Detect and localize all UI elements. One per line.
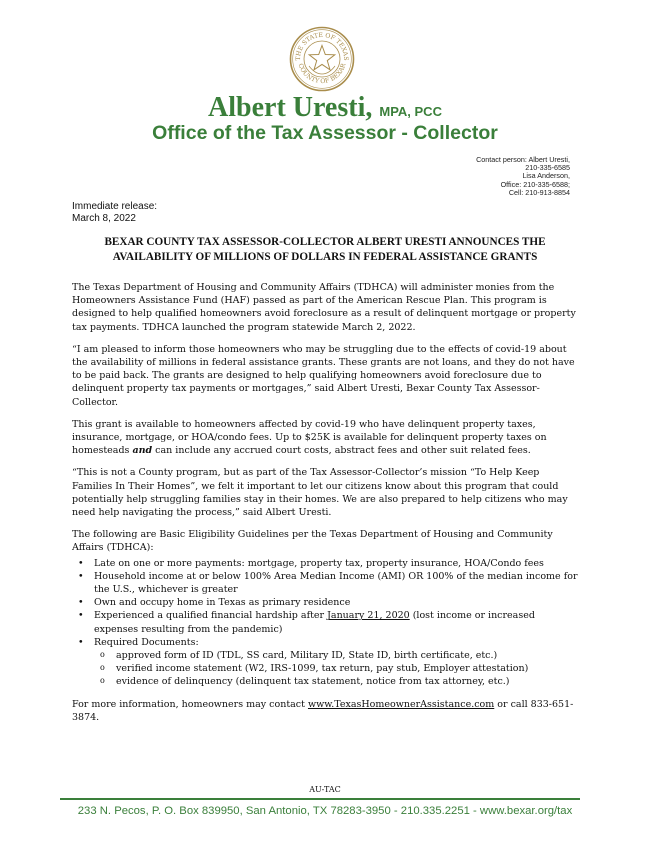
contact-line: Lisa Anderson, bbox=[522, 171, 570, 181]
quote-paragraph: “This is not a County program, but as part of the Tax Assessor-Collector’s mission “To Help Keep Families In Their Homes”, we felt it important to let our citizens know about this program that could potentially help struggling families stay in their homes. We are also prepared to help citizens who may need help navigating the process,” said Albert Uresti. bbox=[72, 467, 568, 519]
list-item bbox=[72, 609, 582, 635]
office-title: Office of the Tax Assessor - Collector bbox=[152, 122, 498, 144]
list-item-text: Experienced a qualified financial hardship after bbox=[94, 610, 328, 622]
list-item-text: (lost income or increased expenses resulting from the pandemic) bbox=[94, 610, 535, 635]
guidelines-intro: The following are Basic Eligibility Guidelines per the Texas Department of Housing and Community Affairs (TDHCA): bbox=[72, 529, 553, 554]
closing-text: For more information, homeowners may contact bbox=[72, 698, 308, 710]
paragraph-text: can include any accrued court costs, abstract fees and other suit related fees. bbox=[152, 445, 531, 457]
hardship-date: January 21, 2020 bbox=[327, 610, 410, 622]
contact-block bbox=[476, 156, 570, 197]
sub-list-item: o approved form of ID (TDL, SS card, Military ID, State ID, birth certificate, etc.) bbox=[94, 649, 582, 662]
list-item: • Late on one or more payments: mortgage, property tax, property insurance, HOA/Condo fees bbox=[72, 557, 582, 570]
list-item: • Own and occupy home in Texas as primary residence bbox=[72, 596, 582, 609]
release-block bbox=[72, 201, 157, 224]
list-item-text: Required Documents: bbox=[94, 636, 199, 648]
assessor-credentials: MPA, PCC bbox=[379, 104, 442, 119]
release-date: March 8, 2022 bbox=[72, 212, 136, 224]
sub-list-item: o evidence of delinquency (delinquent tax statement, notice from tax attorney, etc.) bbox=[94, 675, 582, 688]
headline-line: BEXAR COUNTY TAX ASSESSOR-COLLECTOR ALBERT URESTI ANNOUNCES THE bbox=[104, 236, 546, 248]
sub-list-item: o verified income statement (W2, IRS-1099, tax return, pay stub, Employer attestation) bbox=[94, 662, 582, 675]
assessor-name-text: Albert Uresti, bbox=[208, 92, 373, 123]
list-item bbox=[72, 636, 582, 689]
star-icon bbox=[309, 46, 335, 70]
closing-text: or call 833-651-3874. bbox=[72, 698, 574, 723]
assistance-link[interactable]: www.TexasHomeownerAssistance.com bbox=[307, 698, 495, 710]
list-item: • Household income at or below 100% Area Median Income (AMI) OR 100% of the median income for the U.S., whichever is greater bbox=[72, 570, 582, 596]
seal-top-text: THE STATE OF TEXAS bbox=[294, 31, 350, 61]
contact-line: 210-335-6585 bbox=[525, 163, 570, 173]
seal-bottom-text: COUNTY OF BEXAR bbox=[296, 62, 348, 86]
footer-address: 233 N. Pecos, P. O. Box 839950, San Antonio, TX 78283-3950 - 210.335.2251 - www.bexar.org/tax bbox=[77, 805, 573, 817]
release-label: Immediate release: bbox=[72, 201, 158, 212]
press-headline bbox=[60, 235, 590, 265]
press-body bbox=[72, 281, 582, 733]
contact-line: Contact person: Albert Uresti, bbox=[476, 155, 570, 164]
emphasis-text: and bbox=[132, 445, 153, 457]
paragraph: The Texas Department of Housing and Community Affairs (TDHCA) will administer monies from the Homeowners Assistance Fund (HAF) passed as part of the American Rescue Plan. This program is designed to help qualified homeowners avoid foreclosure as a result of delinquent mortgage or property tax payments. TDHCA launched the program statewide March 2, 2022. bbox=[72, 282, 576, 333]
paragraph-text: This grant is available to homeowners affected by covid-19 who have delinquent property taxes, insurance, mortgage, or HOA/condo fees. Up to $25K is available for delinquent property taxes on homesteads bbox=[72, 418, 547, 457]
footer-code: AU-TAC bbox=[309, 785, 341, 794]
county-seal-icon bbox=[289, 26, 355, 92]
required-documents-list bbox=[94, 649, 582, 689]
quote-paragraph: “I am pleased to inform those homeowners who may be struggling due to the effects of covid-19 about the availability of millions in federal assistance grants. These grants are not loans, and they do not have to be paid back. The grants are designed to help qualifying homeowners avoid foreclosure due to delinquent property tax payments or mortgages,” said Albert Uresti, Bexar County Tax Assessor-Collector. bbox=[72, 343, 575, 408]
contact-line: Cell: 210-913-8854 bbox=[508, 187, 570, 197]
contact-line: Office: 210-335-6588; bbox=[500, 179, 570, 189]
eligibility-list bbox=[72, 557, 582, 689]
headline-line: AVAILABILITY OF MILLIONS OF DOLLARS IN FEDERAL ASSISTANCE GRANTS bbox=[112, 251, 538, 263]
footer-divider bbox=[60, 798, 580, 800]
closing-paragraph bbox=[72, 698, 582, 724]
paragraph bbox=[72, 418, 582, 458]
